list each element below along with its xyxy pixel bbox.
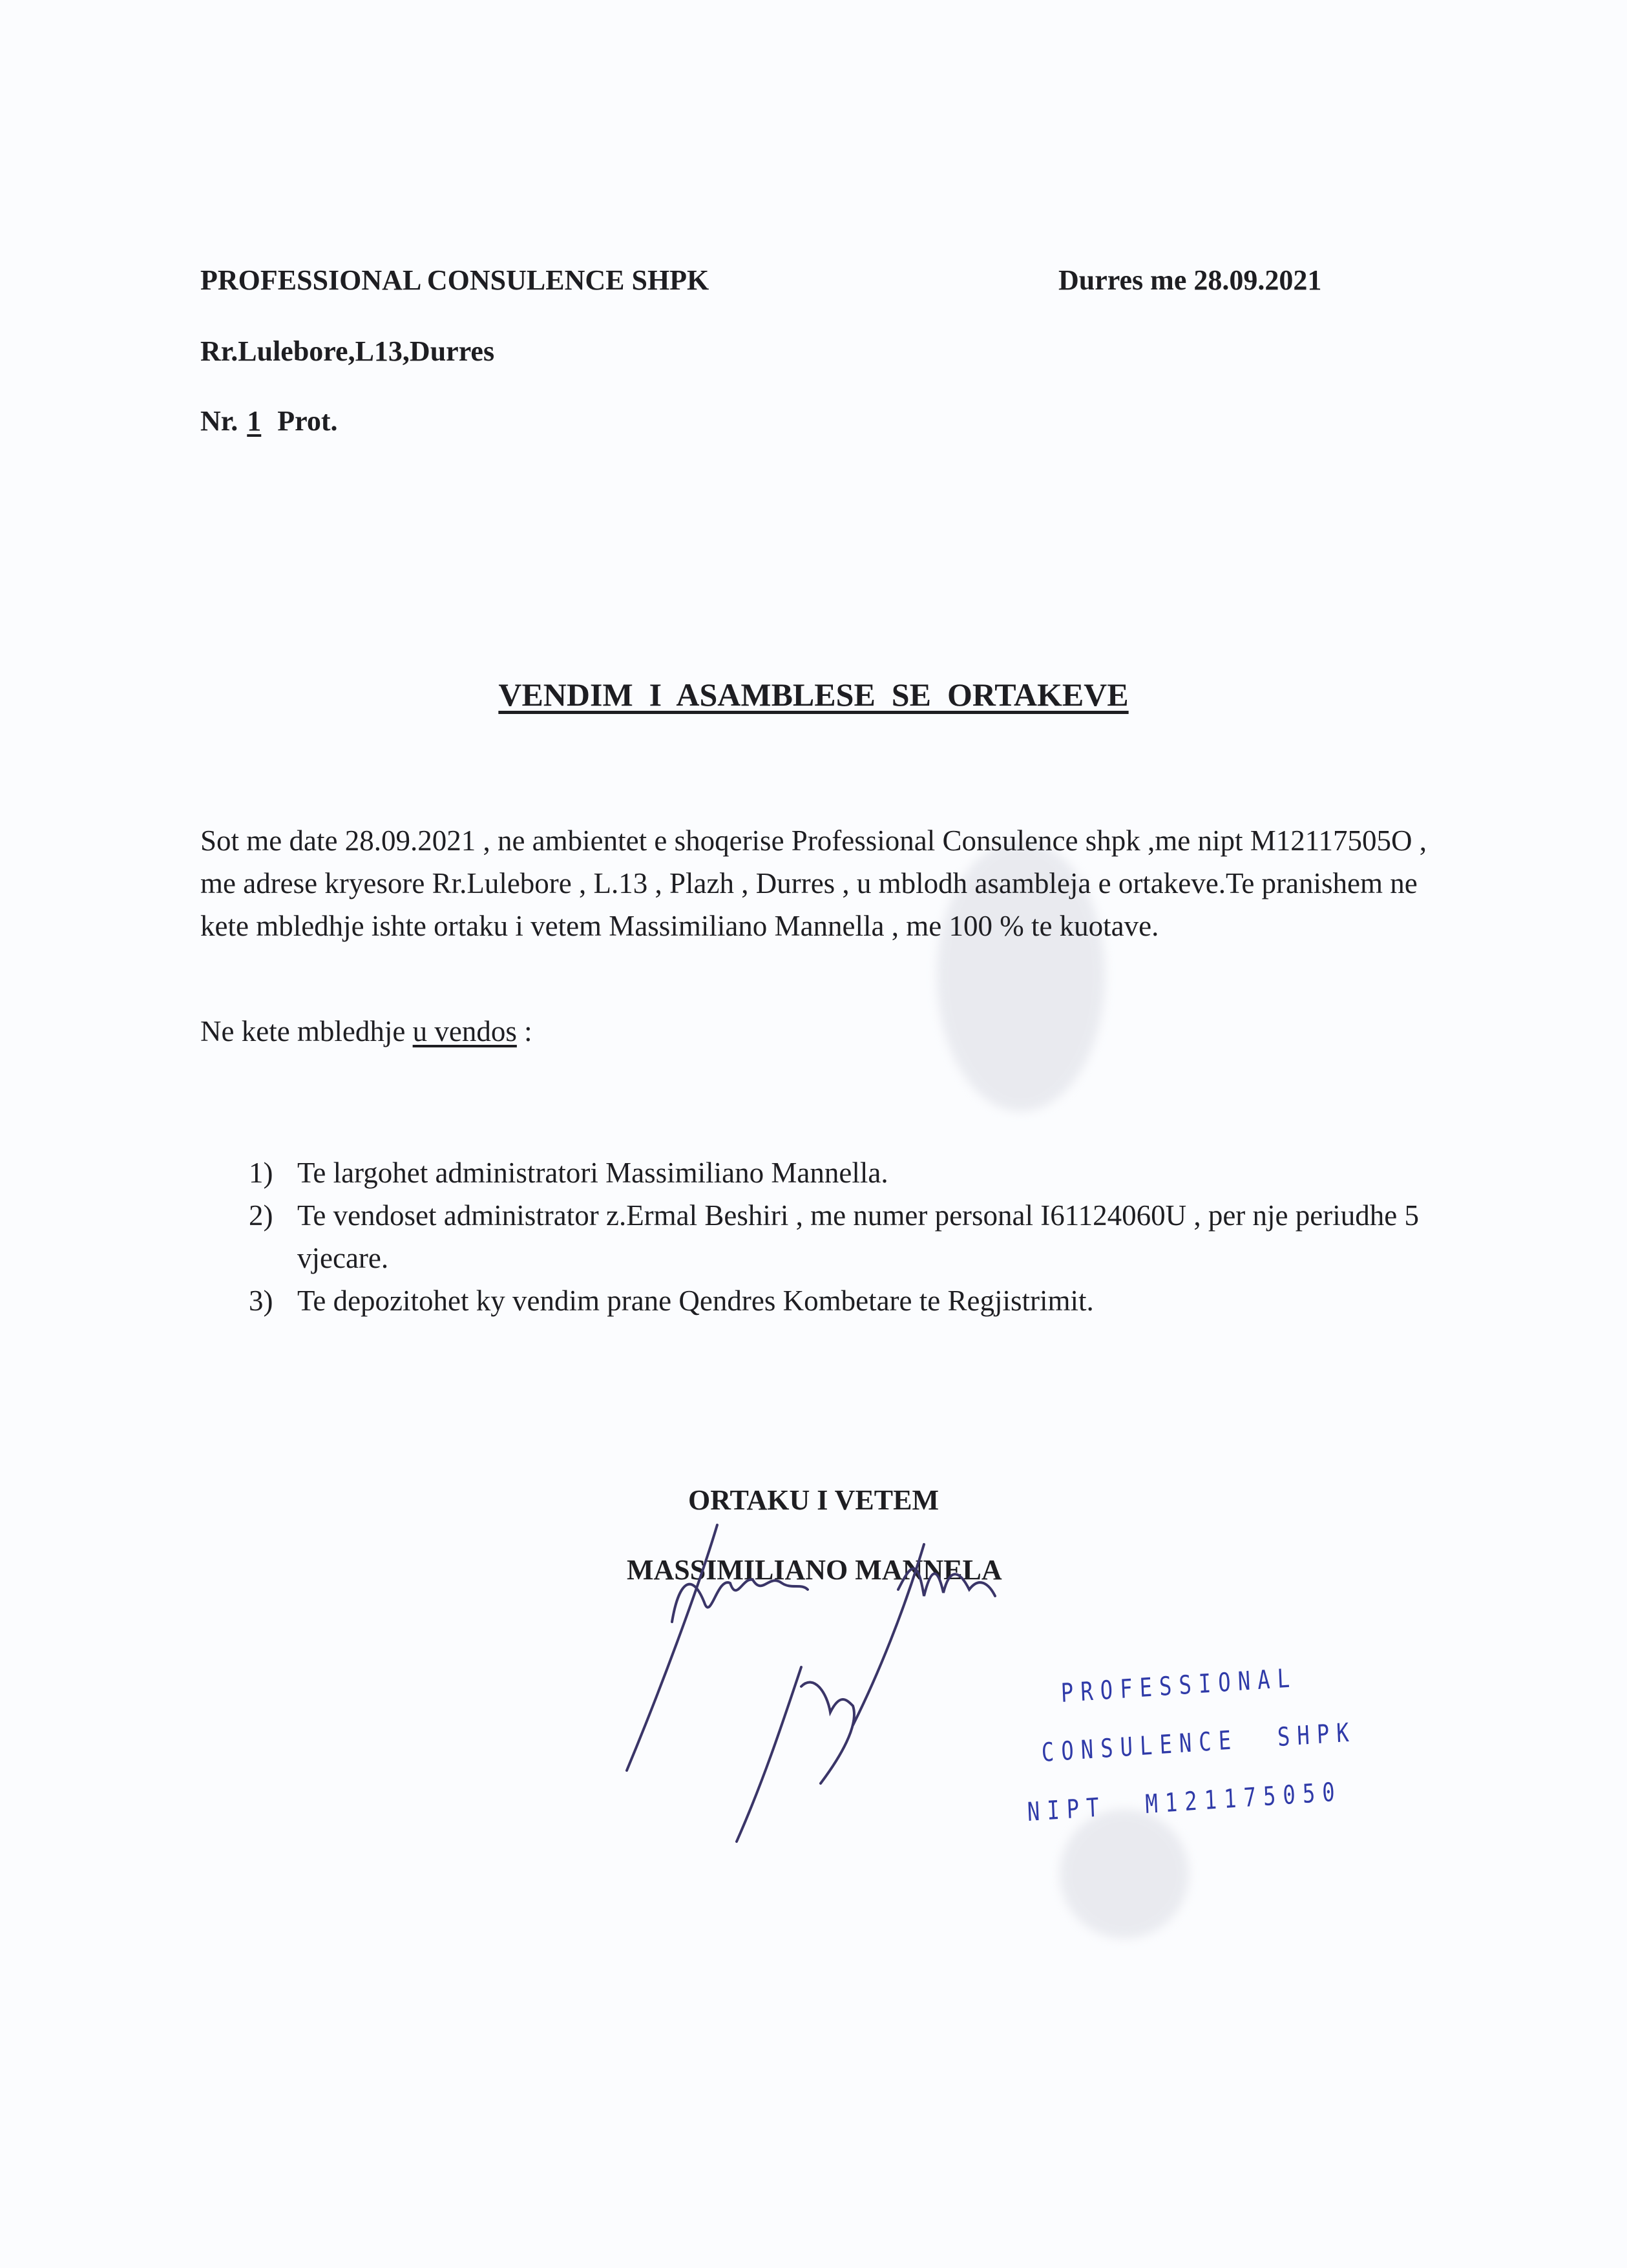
company-name: PROFESSIONAL CONSULENCE SHPK — [200, 264, 709, 296]
decision-text: Te vendoset administrator z.Ermal Beshiri , me numer personal I61124060U , per nje periudhe 5 vjecare. — [297, 1199, 1419, 1274]
decision-text: Te largohet administratori Massimiliano Mannella. — [297, 1157, 888, 1189]
intro-underlined: u vendos — [412, 1015, 517, 1047]
body-paragraph: Sot me date 28.09.2021 , ne ambientet e shoqerise Professional Consulence shpk ,me nipt M12117505O , me adrese kryesore Rr.Lulebore , L.13 , Plazh , Durres , u mblodh asambleja e ortakeve.Te pranishem ne kete mbledhje ishte ortaku i vetem Massimiliano Mannella , me 100 % te kuotave. — [200, 824, 1427, 942]
company-address: Rr.Lulebore,L13,Durres — [200, 335, 495, 367]
stamp-line-3: NIPT M121175050 — [1027, 1777, 1343, 1827]
decision-number: 3) — [249, 1285, 273, 1317]
handwritten-signature — [607, 1512, 1073, 1848]
signatory-role: ORTAKU I VETEM — [688, 1484, 939, 1516]
intro-text: Ne kete mbledhje — [200, 1015, 413, 1047]
decision-number: 2) — [249, 1199, 273, 1232]
protocol-suffix: Prot. — [277, 405, 338, 437]
protocol-number — [200, 404, 338, 437]
stamp-line-1: PROFESSIONAL — [1060, 1663, 1298, 1708]
decision-item — [249, 1151, 1464, 1194]
stamp-line-2: CONSULENCE SHPK — [1041, 1717, 1357, 1768]
decision-number: 1) — [249, 1157, 273, 1189]
protocol-prefix: Nr. — [200, 405, 238, 437]
intro-suffix: : — [516, 1015, 532, 1047]
scan-smudge — [1060, 1809, 1189, 1938]
protocol-value: 1 — [247, 405, 262, 437]
decision-item — [249, 1194, 1464, 1279]
document-title: VENDIM I ASAMBLESE SE ORTAKEVE — [498, 677, 1129, 713]
decision-intro — [200, 1014, 532, 1048]
place-date: Durres me 28.09.2021 — [1058, 264, 1322, 296]
signatory-name: MASSIMILIANO MANNELA — [627, 1554, 1002, 1586]
decision-item — [249, 1279, 1464, 1322]
decision-text: Te depozitohet ky vendim prane Qendres Kombetare te Regjistrimit. — [297, 1285, 1094, 1317]
